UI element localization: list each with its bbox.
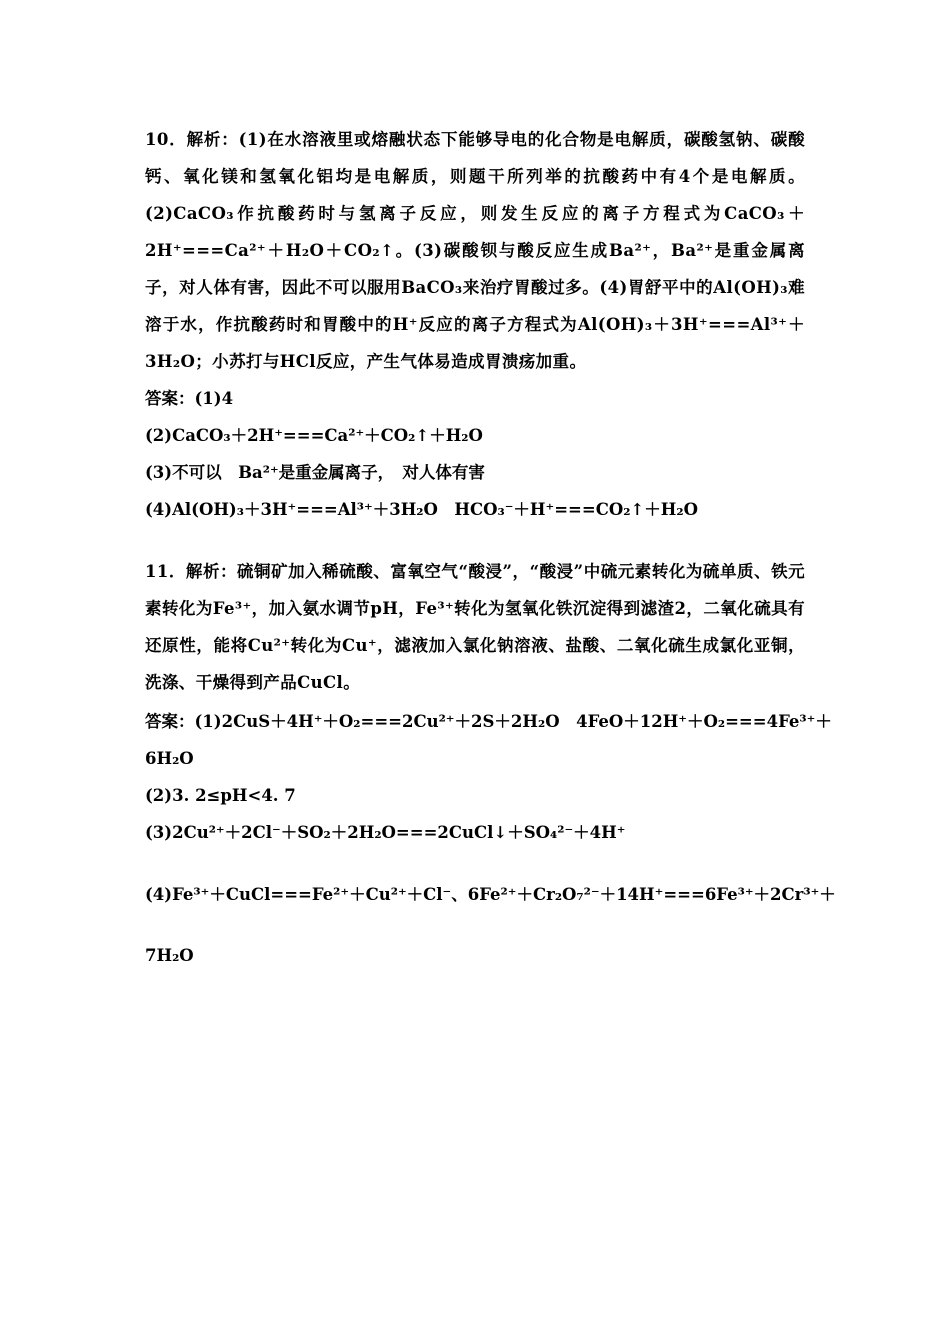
q10-analysis-paragraph: 10．解析：(1)在水溶液里或熔融状态下能够导电的化合物是电解质，碳酸氢钠、碳酸钙、氧化镁和氢氧化铝均是电解质，则题干所列举的抗酸药中有4个是电解质。(2)CaCO₃作抗酸药时与氢离子反应，则发生反应的离子方程式为CaCO₃＋2H⁺===Ca²⁺＋H₂O＋CO₂↑。(3)碳酸钡与酸反应生成Ba²⁺，Ba²⁺是重金属离子，对人体有害，因此不可以服用BaCO₃来治疗胃酸过多。(4)胃舒平中的Al(OH)₃难溶于水，作抗酸药时和胃酸中的H⁺反应的离子方程式为Al(OH)₃＋3H⁺===Al³⁺＋3H₂O；小苏打与HCl反应，产生气体易造成胃溃疡加重。 [145,130,805,371]
q10-answer-2: (2)CaCO₃＋2H⁺===Ca²⁺＋CO₂↑＋H₂O [145,426,483,445]
q11-answer-4-line1: (4)Fe³⁺＋CuCl===Fe²⁺＋Cu²⁺＋Cl⁻、6Fe²⁺＋Cr₂O₇²⁻＋14H⁺===6Fe³⁺＋2Cr³⁺＋ [145,885,836,904]
q11-answer-2: (2)3. 2≤pH<4. 7 [145,786,296,805]
q11-answer-1-line1: 答案：(1)2CuS＋4H⁺＋O₂===2Cu²⁺＋2S＋2H₂O 4FeO＋12H⁺＋O₂===4Fe³⁺＋ [145,712,832,731]
q10-answer-4: (4)Al(OH)₃＋3H⁺===Al³⁺＋3H₂O HCO₃⁻＋H⁺===CO₂↑＋H₂O [145,500,698,519]
q10-answer-3: (3)不可以 Ba²⁺是重金属离子， 对人体有害 [145,463,485,482]
q11-answer-1-line2: 6H₂O [145,749,194,768]
q10-answer-1: 答案：(1)4 [145,389,234,408]
q11-analysis-paragraph: 11．解析：硫铜矿加入稀硫酸、富氧空气“酸浸”，“酸浸”中硫元素转化为硫单质、铁元素转化为Fe³⁺，加入氨水调节pH，Fe³⁺转化为氢氧化铁沉淀得到滤渣2，二氧化硫具有还原性，能将Cu²⁺转化为Cu⁺，滤液加入氯化钠溶液、盐酸、二氧化硫生成氯化亚铜，洗涤、干燥得到产品CuCl。 [145,562,805,692]
q11-answer-4-line2: 7H₂O [145,946,194,965]
q11-answer-3: (3)2Cu²⁺＋2Cl⁻＋SO₂＋2H₂O===2CuCl↓＋SO₄²⁻＋4H⁺ [145,823,626,842]
